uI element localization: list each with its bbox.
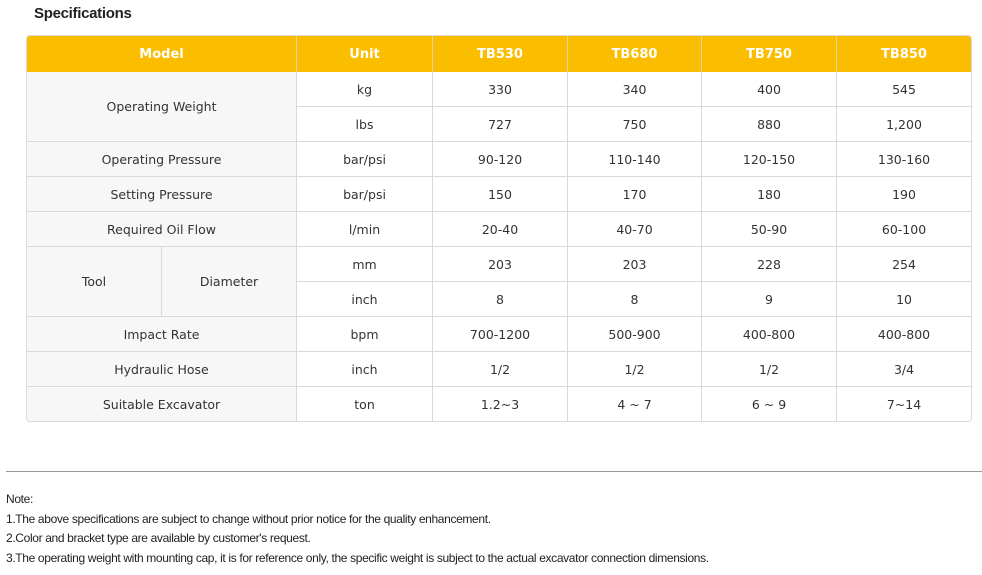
- row-sublabel-diameter: Diameter: [162, 246, 297, 316]
- value-cell: 6 ~ 9: [702, 386, 837, 421]
- value-cell: 1/2: [702, 351, 837, 386]
- row-label-operating-weight: Operating Weight: [27, 72, 297, 141]
- unit-cell: mm: [297, 246, 433, 281]
- unit-cell: bar/psi: [297, 176, 433, 211]
- value-cell: 190: [837, 176, 971, 211]
- specifications-table: [26, 35, 972, 422]
- unit-cell: kg: [297, 72, 433, 106]
- value-cell: 150: [433, 176, 568, 211]
- table-row: [27, 351, 971, 386]
- value-cell: 3/4: [837, 351, 971, 386]
- header-model: Model: [27, 36, 297, 72]
- value-cell: 4 ~ 7: [568, 386, 702, 421]
- unit-cell: l/min: [297, 211, 433, 246]
- value-cell: 203: [433, 246, 568, 281]
- note-item: 2.Color and bracket type are available by customer's request.: [6, 531, 311, 545]
- section-divider: [6, 471, 982, 472]
- table-row: [27, 72, 971, 106]
- unit-cell: ton: [297, 386, 433, 421]
- value-cell: 1,200: [837, 106, 971, 141]
- value-cell: 120-150: [702, 141, 837, 176]
- note-item: 1.The above specifications are subject to change without prior notice for the quality enhancement.: [6, 511, 491, 526]
- header-row: [27, 36, 971, 72]
- notes-heading: Note:: [6, 492, 33, 506]
- table-row: [27, 316, 971, 351]
- value-cell: 8: [568, 281, 702, 316]
- table-row: [27, 141, 971, 176]
- value-cell: 110-140: [568, 141, 702, 176]
- value-cell: 330: [433, 72, 568, 106]
- value-cell: 20-40: [433, 211, 568, 246]
- value-cell: 90-120: [433, 141, 568, 176]
- row-label-tool: Tool: [27, 246, 162, 316]
- value-cell: 10: [837, 281, 971, 316]
- table-row: [27, 386, 971, 421]
- unit-cell: bar/psi: [297, 141, 433, 176]
- value-cell: 203: [568, 246, 702, 281]
- value-cell: 254: [837, 246, 971, 281]
- value-cell: 880: [702, 106, 837, 141]
- table-row: [27, 246, 971, 281]
- value-cell: 170: [568, 176, 702, 211]
- value-cell: 60-100: [837, 211, 971, 246]
- notes-section: [6, 490, 709, 568]
- value-cell: 228: [702, 246, 837, 281]
- value-cell: 9: [702, 281, 837, 316]
- row-label-operating-pressure: Operating Pressure: [27, 141, 297, 176]
- value-cell: 8: [433, 281, 568, 316]
- value-cell: 130-160: [837, 141, 971, 176]
- header-model-tb850: TB850: [837, 36, 971, 72]
- row-label-setting-pressure: Setting Pressure: [27, 176, 297, 211]
- unit-cell: lbs: [297, 106, 433, 141]
- value-cell: 1.2~3: [433, 386, 568, 421]
- row-label-impact-rate: Impact Rate: [27, 316, 297, 351]
- value-cell: 180: [702, 176, 837, 211]
- value-cell: 50-90: [702, 211, 837, 246]
- value-cell: 40-70: [568, 211, 702, 246]
- value-cell: 700-1200: [433, 316, 568, 351]
- header-unit: Unit: [297, 36, 433, 72]
- value-cell: 400-800: [837, 316, 971, 351]
- header-model-tb530: TB530: [433, 36, 568, 72]
- table-row: [27, 176, 971, 211]
- table-row: [27, 211, 971, 246]
- value-cell: 400: [702, 72, 837, 106]
- value-cell: 1/2: [568, 351, 702, 386]
- value-cell: 500-900: [568, 316, 702, 351]
- value-cell: 750: [568, 106, 702, 141]
- header-model-tb750: TB750: [702, 36, 837, 72]
- page-title: Specifications: [34, 5, 132, 22]
- value-cell: 340: [568, 72, 702, 106]
- row-label-hydraulic-hose: Hydraulic Hose: [27, 351, 297, 386]
- value-cell: 400-800: [702, 316, 837, 351]
- row-label-required-oil-flow: Required Oil Flow: [27, 211, 297, 246]
- value-cell: 7~14: [837, 386, 971, 421]
- note-item: 3.The operating weight with mounting cap, it is for reference only, the specific weight is subject to the actual excavator connection dimensions.: [6, 550, 709, 565]
- header-model-tb680: TB680: [568, 36, 702, 72]
- row-label-suitable-excavator: Suitable Excavator: [27, 386, 297, 421]
- value-cell: 545: [837, 72, 971, 106]
- value-cell: 727: [433, 106, 568, 141]
- unit-cell: bpm: [297, 316, 433, 351]
- unit-cell: inch: [297, 281, 433, 316]
- value-cell: 1/2: [433, 351, 568, 386]
- unit-cell: inch: [297, 351, 433, 386]
